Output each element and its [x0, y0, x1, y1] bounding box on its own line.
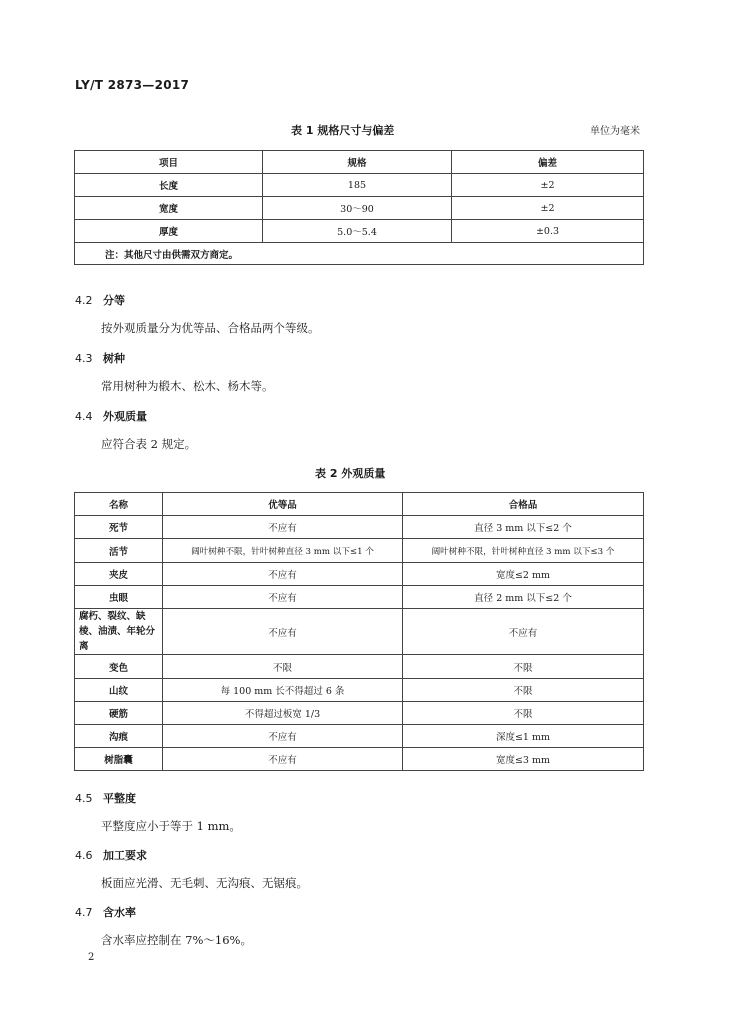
table2-col-excellent: 优等品 [163, 493, 403, 516]
table2-col-name: 名称 [75, 493, 163, 516]
standard-code: LY/T 2873—2017 [75, 78, 190, 92]
table1-col-item: 项目 [75, 151, 263, 174]
table-cell: 直径 3 mm 以下≤2 个 [403, 516, 644, 539]
table-cell: 每 100 mm 长不得超过 6 条 [163, 679, 403, 702]
section-number: 4.6 [75, 849, 93, 862]
table-row [75, 174, 644, 197]
table-cell: 宽度≤2 mm [403, 563, 644, 586]
table-cell: 不应有 [403, 609, 644, 655]
section-number: 4.5 [75, 792, 93, 805]
table2-col-qualified: 合格品 [403, 493, 644, 516]
table-row [75, 748, 644, 771]
table-row [75, 197, 644, 220]
section-4-5-text: 平整度应小于等于 1 mm。 [101, 819, 241, 833]
table-cell: 不应有 [163, 748, 403, 771]
table-cell: 不应有 [163, 586, 403, 609]
table-cell: 5.0～5.4 [263, 220, 452, 243]
section-4-6-text: 板面应光滑、无毛刺、无沟痕、无锯痕。 [101, 876, 308, 890]
table1 [74, 150, 644, 265]
section-4-4-text: 应符合表 2 规定。 [101, 437, 197, 451]
table-cell: 不应有 [163, 609, 403, 655]
table-cell: 不应有 [163, 725, 403, 748]
table-cell: 不限 [163, 655, 403, 679]
section-number: 4.4 [75, 410, 93, 423]
table-cell: 变色 [75, 655, 163, 679]
table-cell: ±2 [452, 174, 644, 197]
table-cell: 不限 [403, 655, 644, 679]
table-row [75, 655, 644, 679]
table2-caption: 表 2 外观质量 [315, 467, 386, 480]
table-row [75, 609, 644, 655]
table2-header-row [75, 493, 644, 516]
section-number: 4.7 [75, 906, 93, 919]
table-cell: ±2 [452, 197, 644, 220]
section-4-5-heading [75, 790, 136, 806]
table1-col-spec: 规格 [263, 151, 452, 174]
section-4-3-heading [75, 350, 125, 366]
table-cell: 不应有 [163, 563, 403, 586]
table-cell: 不限 [403, 702, 644, 725]
section-title: 平整度 [103, 792, 136, 805]
table-cell: 树脂囊 [75, 748, 163, 771]
table-cell: 腐朽、裂纹、缺棱、油渍、年轮分离 [75, 609, 163, 655]
section-4-7-text: 含水率应控制在 7%～16%。 [101, 933, 252, 947]
table-cell: 185 [263, 174, 452, 197]
section-title: 分等 [103, 294, 125, 307]
table1-note-row [75, 243, 644, 265]
section-4-4-heading [75, 408, 147, 424]
section-number: 4.2 [75, 294, 93, 307]
table-cell: 夹皮 [75, 563, 163, 586]
table2 [74, 492, 644, 771]
table1-caption: 表 1 规格尺寸与偏差 [291, 124, 395, 137]
section-title: 加工要求 [103, 849, 147, 862]
table-cell: 宽度≤3 mm [403, 748, 644, 771]
table-row [75, 539, 644, 563]
table-cell: 阔叶树种不限，针叶树种直径 3 mm 以下≤1 个 [163, 539, 403, 563]
table-row [75, 679, 644, 702]
table-cell: 厚度 [75, 220, 263, 243]
table-cell: 活节 [75, 539, 163, 563]
table-cell: 长度 [75, 174, 263, 197]
table-cell: 阔叶树种不限，针叶树种直径 3 mm 以下≤3 个 [403, 539, 644, 563]
section-4-7-heading [75, 904, 136, 920]
table-cell: 深度≤1 mm [403, 725, 644, 748]
section-title: 外观质量 [103, 410, 147, 423]
table-row [75, 702, 644, 725]
table-cell: 硬筋 [75, 702, 163, 725]
table-cell: 山纹 [75, 679, 163, 702]
table-cell: 死节 [75, 516, 163, 539]
section-4-2-heading [75, 292, 125, 308]
table-cell: 宽度 [75, 197, 263, 220]
table-row [75, 516, 644, 539]
table-row [75, 586, 644, 609]
page-number: 2 [88, 952, 95, 963]
table-row [75, 725, 644, 748]
section-4-6-heading [75, 847, 147, 863]
section-4-2-text: 按外观质量分为优等品、合格品两个等级。 [101, 321, 320, 335]
table-cell: 虫眼 [75, 586, 163, 609]
table-cell: ±0.3 [452, 220, 644, 243]
section-4-3-text: 常用树种为椴木、松木、杨木等。 [101, 379, 274, 393]
table1-note: 注：其他尺寸由供需双方商定。 [75, 243, 644, 265]
table-row [75, 220, 644, 243]
table-cell: 不应有 [163, 516, 403, 539]
table-cell: 不得超过板宽 1/3 [163, 702, 403, 725]
table1-col-deviation: 偏差 [452, 151, 644, 174]
table-cell: 沟痕 [75, 725, 163, 748]
table-cell: 不限 [403, 679, 644, 702]
table1-unit: 单位为毫米 [590, 126, 640, 137]
table1-header-row [75, 151, 644, 174]
table-row [75, 563, 644, 586]
table-cell: 30～90 [263, 197, 452, 220]
table-cell: 直径 2 mm 以下≤2 个 [403, 586, 644, 609]
section-number: 4.3 [75, 352, 93, 365]
section-title: 树种 [103, 352, 125, 365]
section-title: 含水率 [103, 906, 136, 919]
